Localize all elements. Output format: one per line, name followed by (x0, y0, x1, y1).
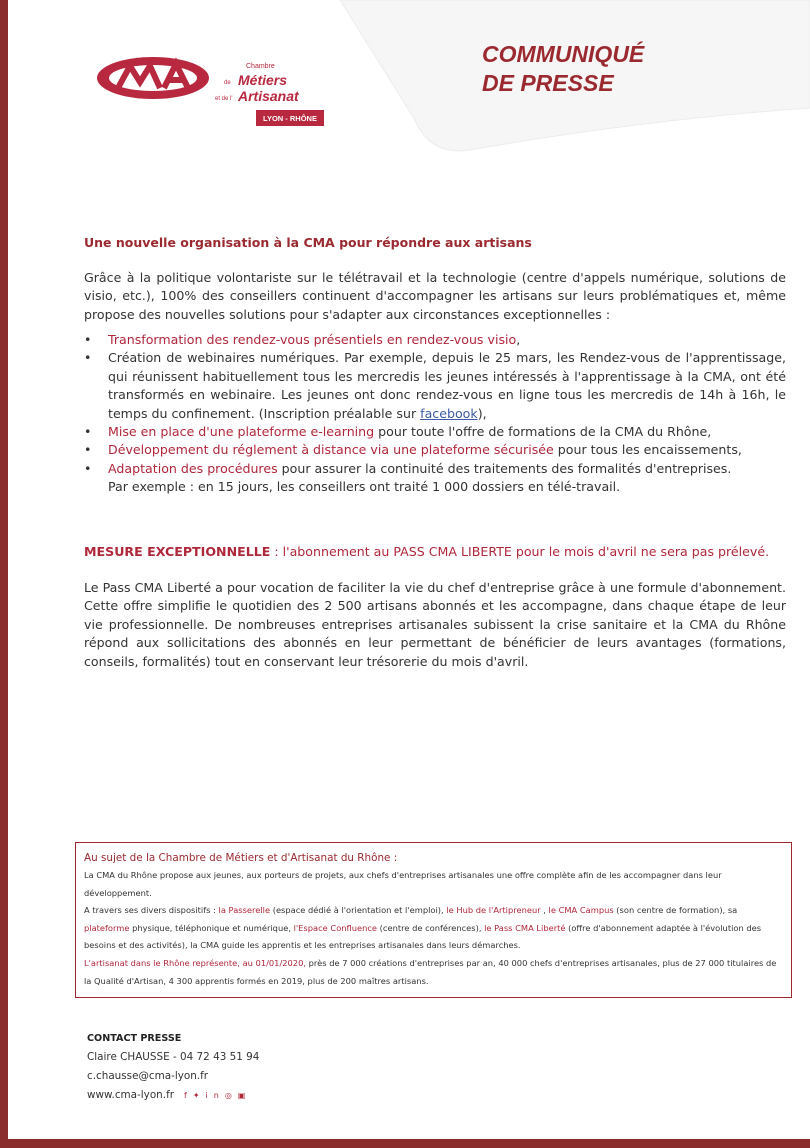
about-text: A travers ses divers dispositifs : (84, 905, 219, 916)
logo-text-metiers: Métiers (238, 72, 288, 88)
about-highlight: plateforme (84, 922, 130, 933)
about-text: (offre d'abonnement adaptée à l'évolution des besoins et des activités), la CMA guide les apprentis et les entreprises artisanales dans leurs démarches. (84, 922, 762, 951)
bullet-marker: • (84, 424, 92, 440)
about-text: (centre de conférences), (377, 922, 485, 933)
section-heading: Une nouvelle organisation à la CMA pour répondre aux artisans (84, 235, 532, 250)
bullet-text-end: ), (477, 405, 487, 421)
bullet-text: Création de webinaires numériques. Par exemple, depuis le 25 mars, les Rendez-vous de l'apprentissage, qui réunissent habituellement tous les mercredis les jeunes intéressés à l'apprentissage à la CMA, ont été transformés en webinaire. Les jeunes ont donc rendez-vous en ligne tous les mercredis de 14h à 16h, le temps du confinement. (Inscription préalable sur (108, 350, 786, 421)
contact-email[interactable]: c.chausse@cma-lyon.fr (87, 1070, 209, 1082)
bullet-text: pour tous les encaissements, (553, 442, 742, 458)
press-title-line2: DE PRESSE (482, 70, 614, 96)
exceptional-measure (84, 543, 794, 561)
exceptional-measure-text: : l'abonnement au PASS CMA LIBERTE pour le mois d'avril ne sera pas prélevé. (270, 544, 770, 559)
about-text: , (540, 905, 549, 916)
logo-text-de: de (224, 80, 231, 86)
bullet-highlight: Transformation des rendez-vous présentiels en rendez-vous visio (108, 332, 517, 347)
list-item (84, 441, 786, 459)
about-box (75, 842, 792, 998)
facebook-icon[interactable]: f (184, 1091, 193, 1100)
list-note (84, 478, 786, 496)
logo-text-artisanat: Artisanat (238, 88, 299, 104)
press-contact (87, 1029, 259, 1105)
bullet-text: pour toute l'offre de formations de la CMA du Rhône, (374, 424, 712, 440)
bullet-marker: • (84, 442, 92, 458)
about-highlight: l'Espace Confluence (293, 922, 378, 933)
bullet-highlight: Développement du réglement à distance via une plateforme sécurisée (108, 442, 554, 458)
about-highlight: L'artisanat dans le Rhône représente, au 01/01/2020, (84, 957, 307, 968)
about-highlight: le Hub de l'Artipreneur (446, 905, 541, 916)
linkedin-icon[interactable]: in (205, 1091, 225, 1100)
logo-badge-lyon-rhone: LYON - RHÔNE (263, 114, 317, 123)
about-paragraph-2 (84, 902, 782, 955)
about-highlight: le CMA Campus (548, 905, 614, 916)
about-paragraph-1: La CMA du Rhône propose aux jeunes, aux porteurs de projets, aux chefs d'entreprises artisanales une offre complète afin de les accompagner dans leur développement. (84, 870, 722, 898)
about-highlight: la Passerelle (218, 905, 271, 916)
list-item (84, 423, 786, 441)
about-text: près de 7 000 créations d'entreprises par an, 40 000 chefs d'entreprises artisanales, plus de 27 000 titulaires de la Qualité d'Artisan, 4 300 apprentis formés en 2019, plus de 200 maîtres artisans. (84, 957, 777, 986)
list-item (84, 349, 786, 423)
twitter-icon[interactable]: ✦ (192, 1091, 206, 1100)
logo-text-chambre: Chambre (246, 63, 275, 70)
list-item (84, 460, 786, 478)
about-paragraph-3 (84, 955, 782, 990)
facebook-link[interactable]: facebook (420, 405, 478, 421)
about-text: (son centre de formation), sa (613, 905, 738, 916)
contact-title: CONTACT PRESSE (87, 1033, 182, 1044)
bottom-border-bar (0, 1139, 810, 1148)
about-text: physique, téléphonique et numérique, (129, 922, 294, 933)
press-release-title (482, 40, 644, 98)
contact-website-row (87, 1086, 259, 1105)
press-title-line1: COMMUNIQUÉ (482, 41, 645, 67)
instagram-icon[interactable]: ◎ (224, 1091, 238, 1100)
bullet-marker: • (84, 350, 92, 366)
cma-logo-mark (96, 54, 336, 134)
pass-paragraph: Le Pass CMA Liberté a pour vocation de faciliter la vie du chef d'entreprise grâce à une formule d'abonnement. Cette offre simplifie le quotidien des 2 500 artisans abonnés et les accompagne, dans chaque étape de leur vie professionnelle. De nombreuses entreprises artisanales subissent la crise sanitaire et la CMA du Rhône répond aux sollicitations des abonnés en leur permettant de bénéficier de leurs avantages (formations, conseils, formalités) tout en conservant leur trésorerie du mois d'avril. (84, 580, 786, 669)
social-icons (184, 1086, 251, 1105)
about-title: Au sujet de la Chambre de Métiers et d'Artisanat du Rhône : (84, 852, 398, 864)
bullet-marker: • (84, 460, 92, 476)
about-text: (espace dédié à l'orientation et l'emploi), (270, 905, 447, 916)
bullet-marker: • (84, 332, 92, 347)
cma-logo (96, 54, 336, 134)
bullet-highlight: Mise en place d'une plateforme e-learning (108, 424, 375, 440)
contact-website[interactable]: www.cma-lyon.fr (87, 1089, 175, 1101)
bullet-text: , (516, 332, 521, 347)
logo-text-et-de: et de l' (215, 96, 233, 102)
intro-paragraph: Grâce à la politique volontariste sur le télétravail et la technologie (centre d'appels numérique, solutions de visio, etc.), 100% des conseillers continuent d'accompagner les artisans sur leurs problématiques et, même propose des nouvelles solutions pour s'adapter aux circonstances exceptionnelles : (84, 270, 786, 322)
about-highlight: le Pass CMA Liberté (484, 922, 566, 933)
measures-list (84, 331, 786, 497)
note-text: Par exemple : en 15 jours, les conseillers ont traité 1 000 dossiers en télé-travail. (108, 479, 621, 495)
list-item (84, 331, 786, 349)
exceptional-measure-label: MESURE EXCEPTIONNELLE (84, 544, 271, 559)
youtube-icon[interactable]: ▣ (237, 1091, 252, 1100)
contact-name-phone: Claire CHAUSSE - 04 72 43 51 94 (87, 1051, 260, 1063)
left-border-bar (0, 0, 8, 1148)
bullet-highlight: Adaptation des procédures (108, 460, 278, 476)
bullet-text: pour assurer la continuité des traitements des formalités d'entreprises. (277, 460, 732, 476)
